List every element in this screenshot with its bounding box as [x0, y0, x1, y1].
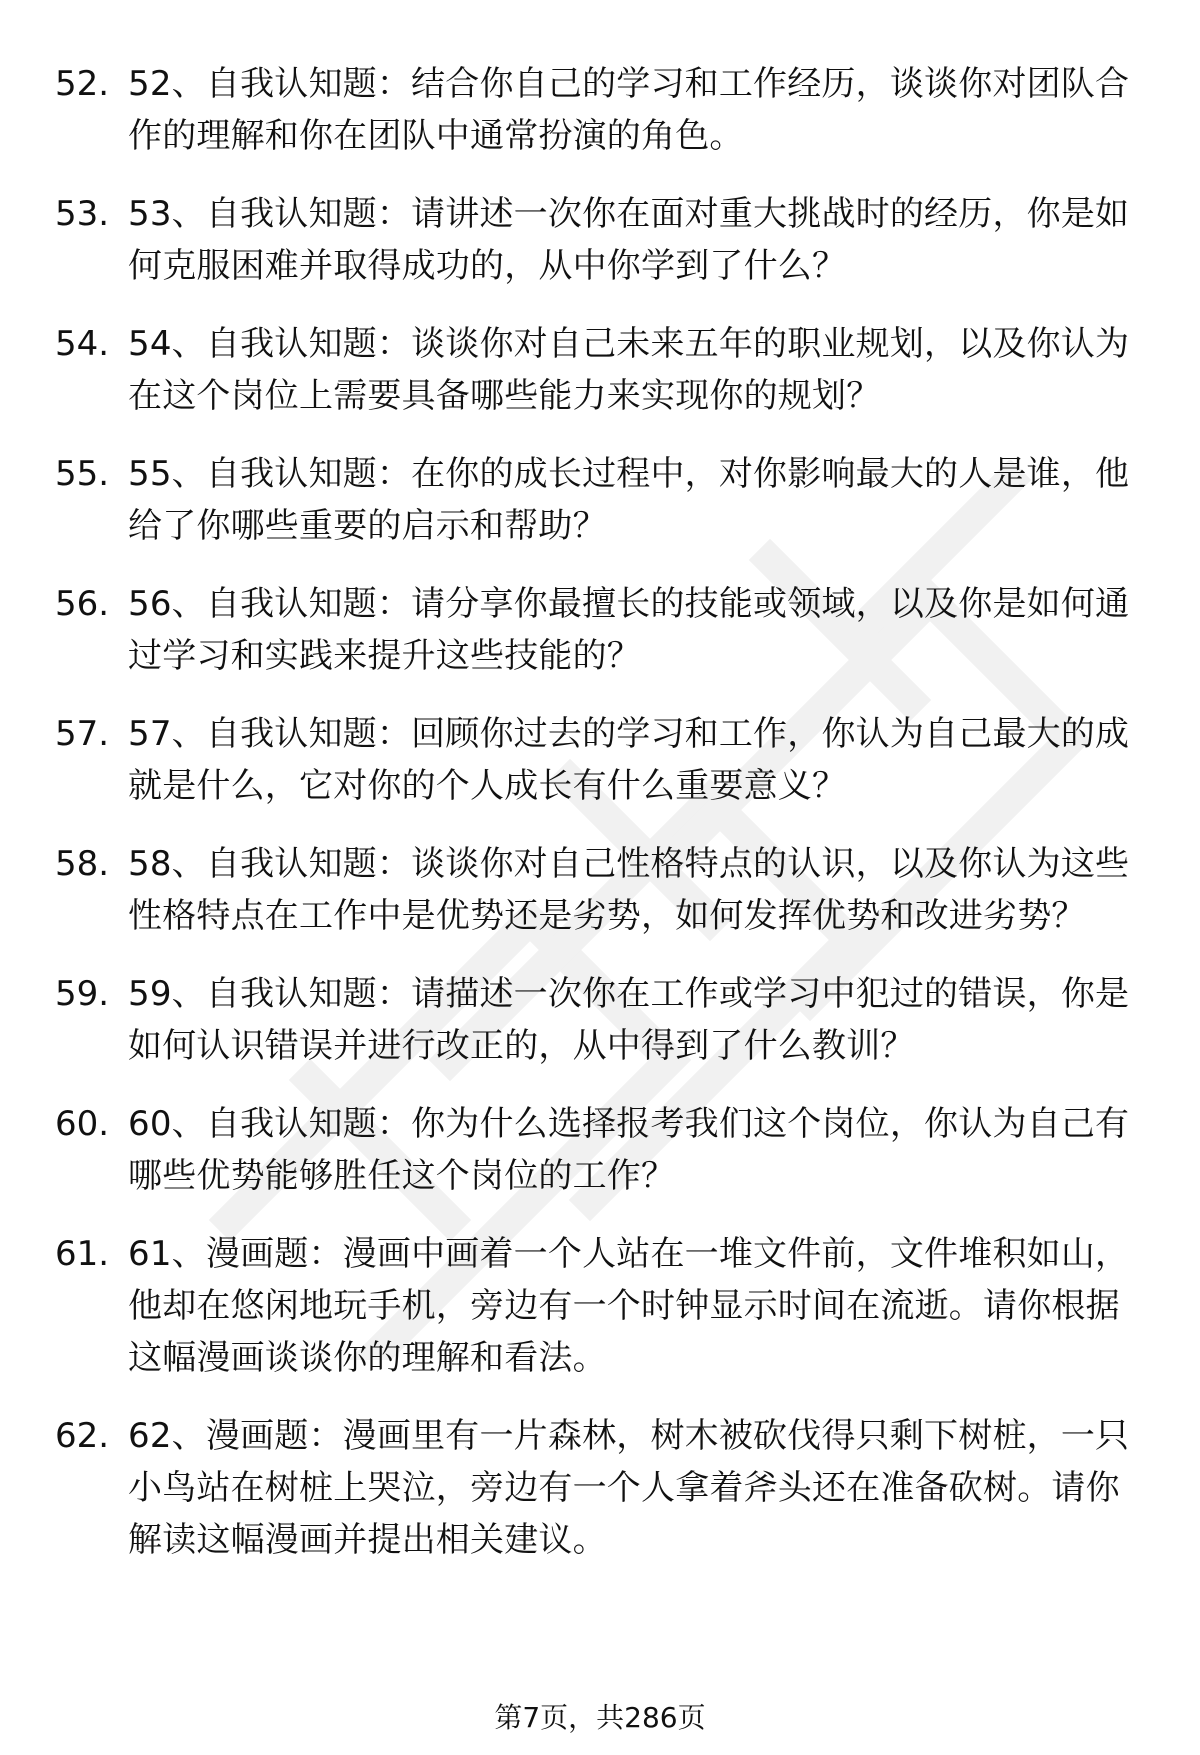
question-number: 54.	[55, 324, 110, 364]
question-item-52	[55, 58, 1145, 162]
question-number: 55.	[55, 454, 110, 494]
question-item-57	[55, 708, 1145, 812]
question-text: 58、自我认知题：谈谈你对自己性格特点的认识，以及你认为这些性格特点在工作中是优势还是劣势，如何发挥优势和改进劣势？	[128, 844, 1130, 936]
question-number: 62.	[55, 1416, 110, 1456]
question-text: 60、自我认知题：你为什么选择报考我们这个岗位，你认为自己有哪些优势能够胜任这个岗位的工作？	[128, 1104, 1130, 1196]
question-text: 61、漫画题：漫画中画着一个人站在一堆文件前，文件堆积如山，他却在悠闲地玩手机，旁边有一个时钟显示时间在流逝。请你根据这幅漫画谈谈你的理解和看法。	[128, 1234, 1130, 1378]
question-number: 61.	[55, 1234, 110, 1274]
question-item-61	[55, 1228, 1145, 1384]
question-number: 59.	[55, 974, 110, 1014]
question-item-62	[55, 1410, 1145, 1566]
question-number: 52.	[55, 64, 110, 104]
question-number: 53.	[55, 194, 110, 234]
question-text: 53、自我认知题：请讲述一次你在面对重大挑战时的经历，你是如何克服困难并取得成功的，从中你学到了什么？	[128, 194, 1130, 286]
question-item-58	[55, 838, 1145, 942]
page-number-footer: 第7页，共286页	[494, 1701, 706, 1734]
question-number: 57.	[55, 714, 110, 754]
question-item-55	[55, 448, 1145, 552]
question-text: 54、自我认知题：谈谈你对自己未来五年的职业规划，以及你认为在这个岗位上需要具备哪些能力来实现你的规划？	[128, 324, 1130, 416]
question-item-53	[55, 188, 1145, 292]
question-item-54	[55, 318, 1145, 422]
question-item-59	[55, 968, 1145, 1072]
question-number: 58.	[55, 844, 110, 884]
question-text: 59、自我认知题：请描述一次你在工作或学习中犯过的错误，你是如何认识错误并进行改正的，从中得到了什么教训？	[128, 974, 1130, 1066]
question-text: 62、漫画题：漫画里有一片森林，树木被砍伐得只剩下树桩，一只小鸟站在树桩上哭泣，旁边有一个人拿着斧头还在准备砍树。请你解读这幅漫画并提出相关建议。	[128, 1416, 1130, 1560]
question-number: 60.	[55, 1104, 110, 1144]
question-text: 56、自我认知题：请分享你最擅长的技能或领域，以及你是如何通过学习和实践来提升这些技能的？	[128, 584, 1130, 676]
question-text: 57、自我认知题：回顾你过去的学习和工作，你认为自己最大的成就是什么，它对你的个人成长有什么重要意义？	[128, 714, 1130, 806]
question-text: 52、自我认知题：结合你自己的学习和工作经历，谈谈你对团队合作的理解和你在团队中通常扮演的角色。	[128, 64, 1130, 156]
question-number: 56.	[55, 584, 110, 624]
question-item-60	[55, 1098, 1145, 1202]
question-text: 55、自我认知题：在你的成长过程中，对你影响最大的人是谁，他给了你哪些重要的启示和帮助？	[128, 454, 1130, 546]
question-item-56	[55, 578, 1145, 682]
question-list	[55, 58, 1145, 1592]
